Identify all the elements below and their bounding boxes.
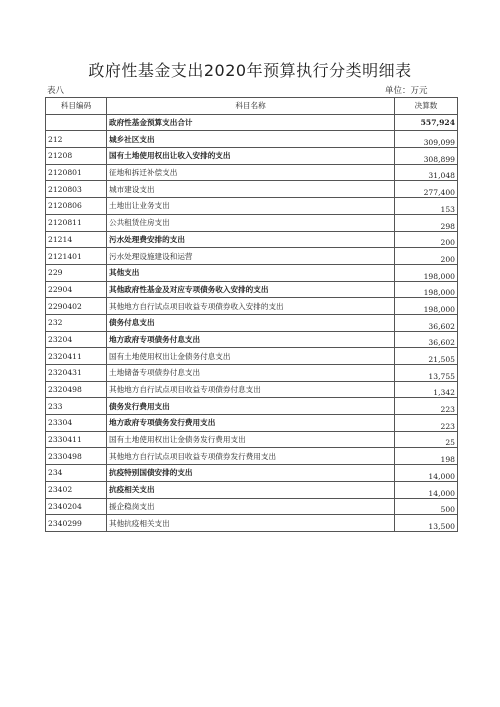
row-name: 国有土地使用权出让金债务发行费用支出 xyxy=(107,431,395,448)
row-name: 土地出让业务支出 xyxy=(107,198,395,215)
row-name: 其他抗疫相关支出 xyxy=(107,515,395,532)
row-code: 2320498 xyxy=(46,381,107,398)
row-code: 2340204 xyxy=(46,498,107,515)
row-code: 2340299 xyxy=(46,515,107,532)
row-name: 国有土地使用权出让金债务付息支出 xyxy=(107,348,395,365)
row-amount: 200 xyxy=(395,231,458,248)
row-amount: 25 xyxy=(395,431,458,448)
table-row xyxy=(46,214,458,231)
row-name: 城乡社区支出 xyxy=(107,131,395,148)
table-body xyxy=(46,114,458,531)
row-code: 22904 xyxy=(46,281,107,298)
row-code: 2120806 xyxy=(46,198,107,215)
row-name: 其他地方自行试点项目收益专项债券付息支出 xyxy=(107,381,395,398)
row-code: 229 xyxy=(46,264,107,281)
row-amount: 36,602 xyxy=(395,331,458,348)
row-name: 征地和拆迁补偿支出 xyxy=(107,164,395,181)
row-name: 援企稳岗支出 xyxy=(107,498,395,515)
table-row xyxy=(46,331,458,348)
table-row xyxy=(46,164,458,181)
row-amount: 14,000 xyxy=(395,481,458,498)
row-code: 2120801 xyxy=(46,164,107,181)
header-name: 科目名称 xyxy=(107,98,395,115)
row-amount: 13,500 xyxy=(395,515,458,532)
row-code: 232 xyxy=(46,314,107,331)
row-amount: 21,505 xyxy=(395,348,458,365)
row-name: 债务发行费用支出 xyxy=(107,398,395,415)
row-amount: 200 xyxy=(395,248,458,265)
row-code: 2320431 xyxy=(46,365,107,382)
table-row xyxy=(46,298,458,315)
row-name: 地方政府专项债务付息支出 xyxy=(107,331,395,348)
row-amount: 223 xyxy=(395,415,458,432)
table-row xyxy=(46,348,458,365)
row-amount: 198 xyxy=(395,448,458,465)
row-name: 其他政府性基金及对应专项债务收入安排的支出 xyxy=(107,281,395,298)
table-row xyxy=(46,398,458,415)
page-title: 政府性基金支出2020年预算执行分类明细表 xyxy=(88,61,412,80)
row-amount: 14,000 xyxy=(395,465,458,482)
row-amount: 308,899 xyxy=(395,148,458,165)
row-code: 2320411 xyxy=(46,348,107,365)
table-row xyxy=(46,264,458,281)
row-code: 23304 xyxy=(46,415,107,432)
row-amount: 13,755 xyxy=(395,365,458,382)
row-name: 土地储备专项债券付息支出 xyxy=(107,365,395,382)
table-row xyxy=(46,248,458,265)
row-name: 债务付息支出 xyxy=(107,314,395,331)
table-row xyxy=(46,415,458,432)
row-code: 234 xyxy=(46,465,107,482)
row-code: 212 xyxy=(46,131,107,148)
row-code: 21208 xyxy=(46,148,107,165)
row-amount: 198,000 xyxy=(395,298,458,315)
row-amount: 557,924 xyxy=(395,114,458,131)
row-amount: 309,099 xyxy=(395,131,458,148)
header-amount: 决算数 xyxy=(395,98,458,115)
header-code: 科目编码 xyxy=(46,98,107,115)
table-row xyxy=(46,448,458,465)
row-code: 21214 xyxy=(46,231,107,248)
unit-label: 单位：万元 xyxy=(385,86,428,96)
row-amount: 198,000 xyxy=(395,281,458,298)
row-code: 2121401 xyxy=(46,248,107,265)
row-amount: 198,000 xyxy=(395,264,458,281)
row-name: 其他地方自行试点项目收益专项债券发行费用支出 xyxy=(107,448,395,465)
table-row xyxy=(46,314,458,331)
row-amount: 223 xyxy=(395,398,458,415)
budget-table xyxy=(45,97,458,532)
row-code: 2120803 xyxy=(46,181,107,198)
table-row xyxy=(46,281,458,298)
table-row xyxy=(46,231,458,248)
table-header-row xyxy=(46,98,458,115)
table-row xyxy=(46,465,458,482)
row-code: 233 xyxy=(46,398,107,415)
row-code: 2290402 xyxy=(46,298,107,315)
row-amount: 153 xyxy=(395,198,458,215)
table-row xyxy=(46,515,458,532)
row-code: 23402 xyxy=(46,481,107,498)
table-row xyxy=(46,114,458,131)
table-number: 表八 xyxy=(47,86,65,96)
row-name: 国有土地使用权出让收入安排的支出 xyxy=(107,148,395,165)
table-row xyxy=(46,431,458,448)
row-code: 2330498 xyxy=(46,448,107,465)
row-name: 污水处理设施建设和运营 xyxy=(107,248,395,265)
row-amount: 500 xyxy=(395,498,458,515)
row-name: 抗疫特别国债安排的支出 xyxy=(107,465,395,482)
table-row xyxy=(46,365,458,382)
table-row xyxy=(46,148,458,165)
row-amount: 31,048 xyxy=(395,164,458,181)
table-row xyxy=(46,381,458,398)
row-code: 2330411 xyxy=(46,431,107,448)
row-amount: 298 xyxy=(395,214,458,231)
table-row xyxy=(46,498,458,515)
row-amount: 1,342 xyxy=(395,381,458,398)
row-name: 政府性基金预算支出合计 xyxy=(107,114,395,131)
row-name: 地方政府专项债务发行费用支出 xyxy=(107,415,395,432)
row-name: 公共租赁住房支出 xyxy=(107,214,395,231)
row-amount: 277,400 xyxy=(395,181,458,198)
row-code: 2120811 xyxy=(46,214,107,231)
table-row xyxy=(46,198,458,215)
row-name: 其他支出 xyxy=(107,264,395,281)
row-amount: 36,602 xyxy=(395,314,458,331)
row-code: 23204 xyxy=(46,331,107,348)
row-name: 城市建设支出 xyxy=(107,181,395,198)
table-row xyxy=(46,481,458,498)
table-row xyxy=(46,181,458,198)
row-name: 抗疫相关支出 xyxy=(107,481,395,498)
row-name: 污水处理费安排的支出 xyxy=(107,231,395,248)
row-code xyxy=(46,114,107,131)
table-row xyxy=(46,131,458,148)
row-name: 其他地方自行试点项目收益专项债券收入安排的支出 xyxy=(107,298,395,315)
